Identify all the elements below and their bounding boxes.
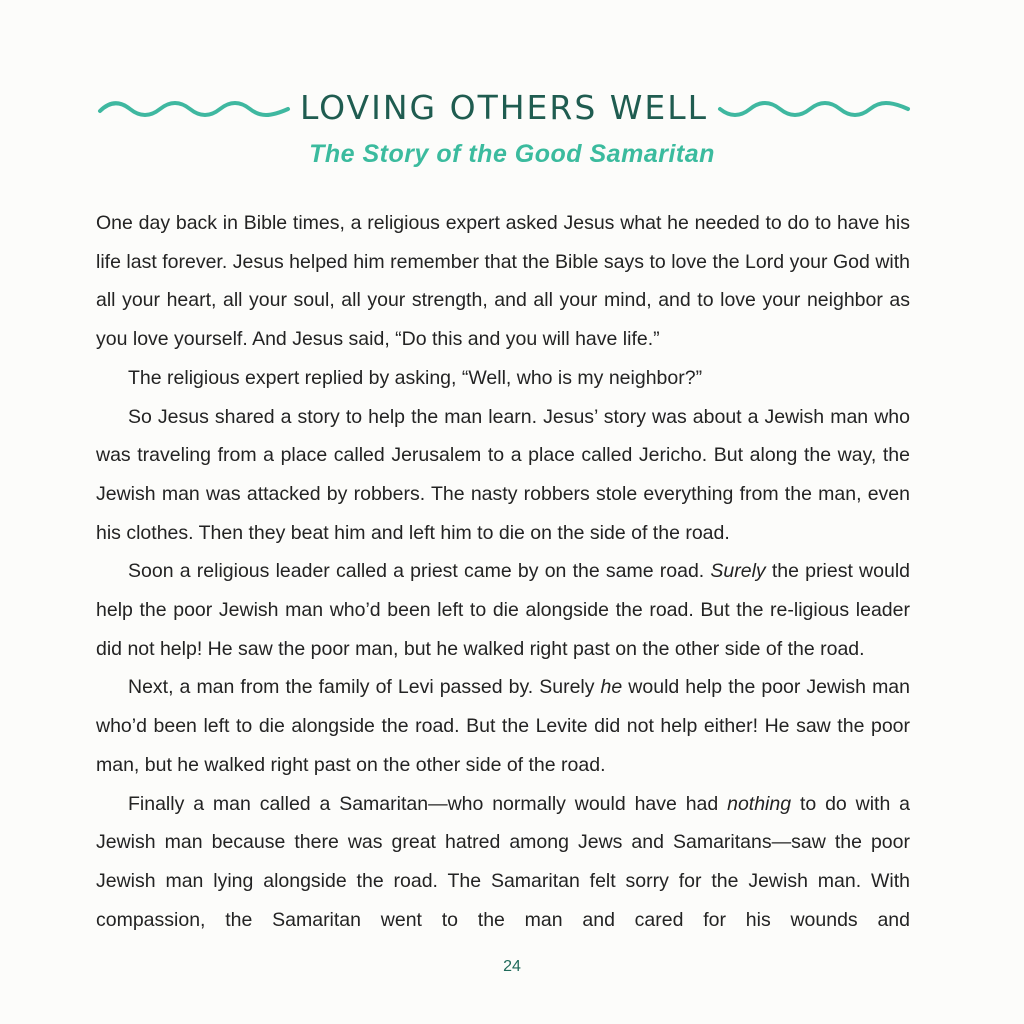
paragraph xyxy=(96,552,910,668)
text-run: to do with a Jewish man because there was great hatred among Jews and Samaritans—saw the poor Jewish man lying alongside the road. The Samaritan felt sorry for the Jewish man. With compassion, the Samaritan went to the man and cared for his wounds and xyxy=(96,792,910,931)
emphasis-text: nothing xyxy=(727,792,792,815)
chapter-subtitle: The Story of the Good Samaritan xyxy=(309,140,715,168)
text-run: Finally a man called a Samaritan—who normally would have had xyxy=(128,792,728,815)
wavy-line-icon xyxy=(96,98,292,120)
page-number: 24 xyxy=(503,958,521,975)
story-body xyxy=(96,204,910,939)
paragraph: One day back in Bible times, a religious expert asked Jesus what he needed to do to have his life last forever. Jesus helped him remember that the Bible says to love the Lord your God with all your heart, all your soul, all your strength, and all your mind, and to love your neighbor as you love yourself. And Jesus said, “Do this and you will have life.” xyxy=(96,212,910,351)
chapter-header xyxy=(0,84,1024,132)
paragraph xyxy=(96,785,910,940)
chapter-title: LOVING OTHERS WELL xyxy=(299,88,709,127)
wavy-line-icon xyxy=(716,98,912,120)
paragraph: The religious expert replied by asking, “Well, who is my neighbor?” xyxy=(128,366,703,389)
emphasis-text: he xyxy=(600,676,623,699)
text-run: Next, a man from the family of Levi passed by. Surely xyxy=(128,676,601,699)
text-run: would help the poor Jewish man who’d been left to die alongside the road. But the Levite did not help either! He saw the poor man, but he walked right past on the other side of the road. xyxy=(96,676,910,776)
emphasis-text: Surely xyxy=(710,560,766,583)
text-run: the priest would help the poor Jewish man who’d been left to die alongside the road. But the re-ligious leader did not help! He saw the poor man, but he walked right past on the other side of the road. xyxy=(96,560,911,660)
paragraph xyxy=(96,668,910,784)
paragraph: So Jesus shared a story to help the man learn. Jesus’ story was about a Jewish man who was traveling from a place called Jerusalem to a place called Jericho. But along the way, the Jewish man was attacked by robbers. The nasty robbers stole everything from the man, even his clothes. Then they beat him and left him to die on the side of the road. xyxy=(96,405,910,544)
text-run: Soon a religious leader called a priest came by on the same road. xyxy=(128,560,711,583)
